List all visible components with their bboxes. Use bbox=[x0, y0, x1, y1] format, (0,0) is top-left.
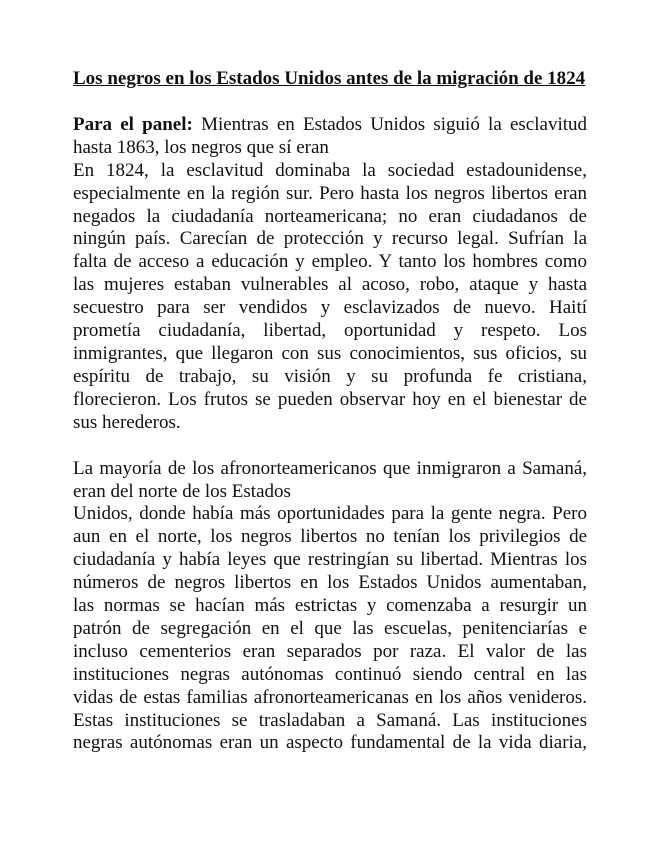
paragraph-line: patrón de segregación en el que las escuelas, penitenciarías e bbox=[73, 617, 587, 639]
paragraph-line: las normas se hacían más estrictas y comenzaba a resurgir un bbox=[73, 595, 587, 617]
paragraph-line: aun en el norte, los negros libertos no tenían los privilegios de bbox=[73, 526, 587, 548]
panel-intro-line bbox=[73, 114, 587, 137]
paragraph-line: negados la ciudadanía norteamericana; no eran ciudadanos de bbox=[73, 205, 587, 227]
paragraph-1 bbox=[73, 160, 587, 435]
paragraph-line: florecieron. Los frutos se pueden observar hoy en el bienestar de bbox=[73, 388, 587, 410]
paragraph-line: Estas instituciones se trasladaban a Samaná. Las instituciones bbox=[73, 709, 587, 731]
paragraph-line: instituciones negras autónomas continuó siendo central en las bbox=[73, 663, 587, 685]
panel-label: Para el panel: bbox=[73, 113, 193, 135]
paragraph-line: secuestro para ser vendidos y esclavizados de nuevo. Haití bbox=[73, 297, 587, 319]
paragraph-line: especialmente en la región sur. Pero hasta los negros libertos eran bbox=[73, 182, 587, 204]
panel-intro-text: Mientras en Estados Unidos siguió la esclavitud bbox=[192, 113, 587, 135]
panel-intro bbox=[73, 114, 587, 160]
document-page bbox=[73, 68, 587, 755]
panel-intro-line: hasta 1863, los negros que sí eran bbox=[73, 136, 329, 158]
paragraph-line: falta de acceso a educación y empleo. Y tanto los hombres como bbox=[73, 251, 587, 273]
paragraph-line: números de negros libertos en los Estados Unidos aumentaban, bbox=[73, 572, 587, 594]
paragraph-line: Unidos, donde había más oportunidades para la gente negra. Pero bbox=[73, 503, 587, 525]
paragraph-line: ningún país. Carecían de protección y recurso legal. Sufrían la bbox=[73, 228, 587, 250]
document-title: Los negros en los Estados Unidos antes de la migración de 1824 bbox=[73, 68, 586, 89]
paragraph-line: vidas de estas familias afronorteamericanas en los años venideros. bbox=[73, 686, 587, 708]
paragraph-line: eran del norte de los Estados bbox=[73, 480, 291, 502]
paragraph-2 bbox=[73, 458, 587, 756]
spacer bbox=[73, 91, 587, 114]
paragraph-line: En 1824, la esclavitud dominaba la sociedad estadounidense, bbox=[73, 159, 587, 181]
paragraph-line: espíritu de trabajo, su visión y su profunda fe cristiana, bbox=[73, 365, 587, 387]
spacer bbox=[73, 435, 587, 458]
paragraph-line: negras autónomas eran un aspecto fundamental de la vida diaria, bbox=[73, 732, 587, 754]
paragraph-line: ciudadanía y había leyes que restringían su libertad. Mientras los bbox=[73, 549, 587, 571]
paragraph-line: incluso cementerios eran separados por raza. El valor de las bbox=[73, 640, 587, 662]
paragraph-line: prometía ciudadanía, libertad, oportunidad y respeto. Los bbox=[73, 320, 587, 342]
paragraph-line: inmigrantes, que llegaron con sus conocimientos, sus oficios, su bbox=[73, 342, 587, 364]
paragraph-line: sus herederos. bbox=[73, 411, 181, 433]
paragraph-line: La mayoría de los afronorteamericanos que inmigraron a Samaná, bbox=[73, 457, 587, 479]
paragraph-line: las mujeres estaban vulnerables al acoso, robo, ataque y hasta bbox=[73, 274, 587, 296]
